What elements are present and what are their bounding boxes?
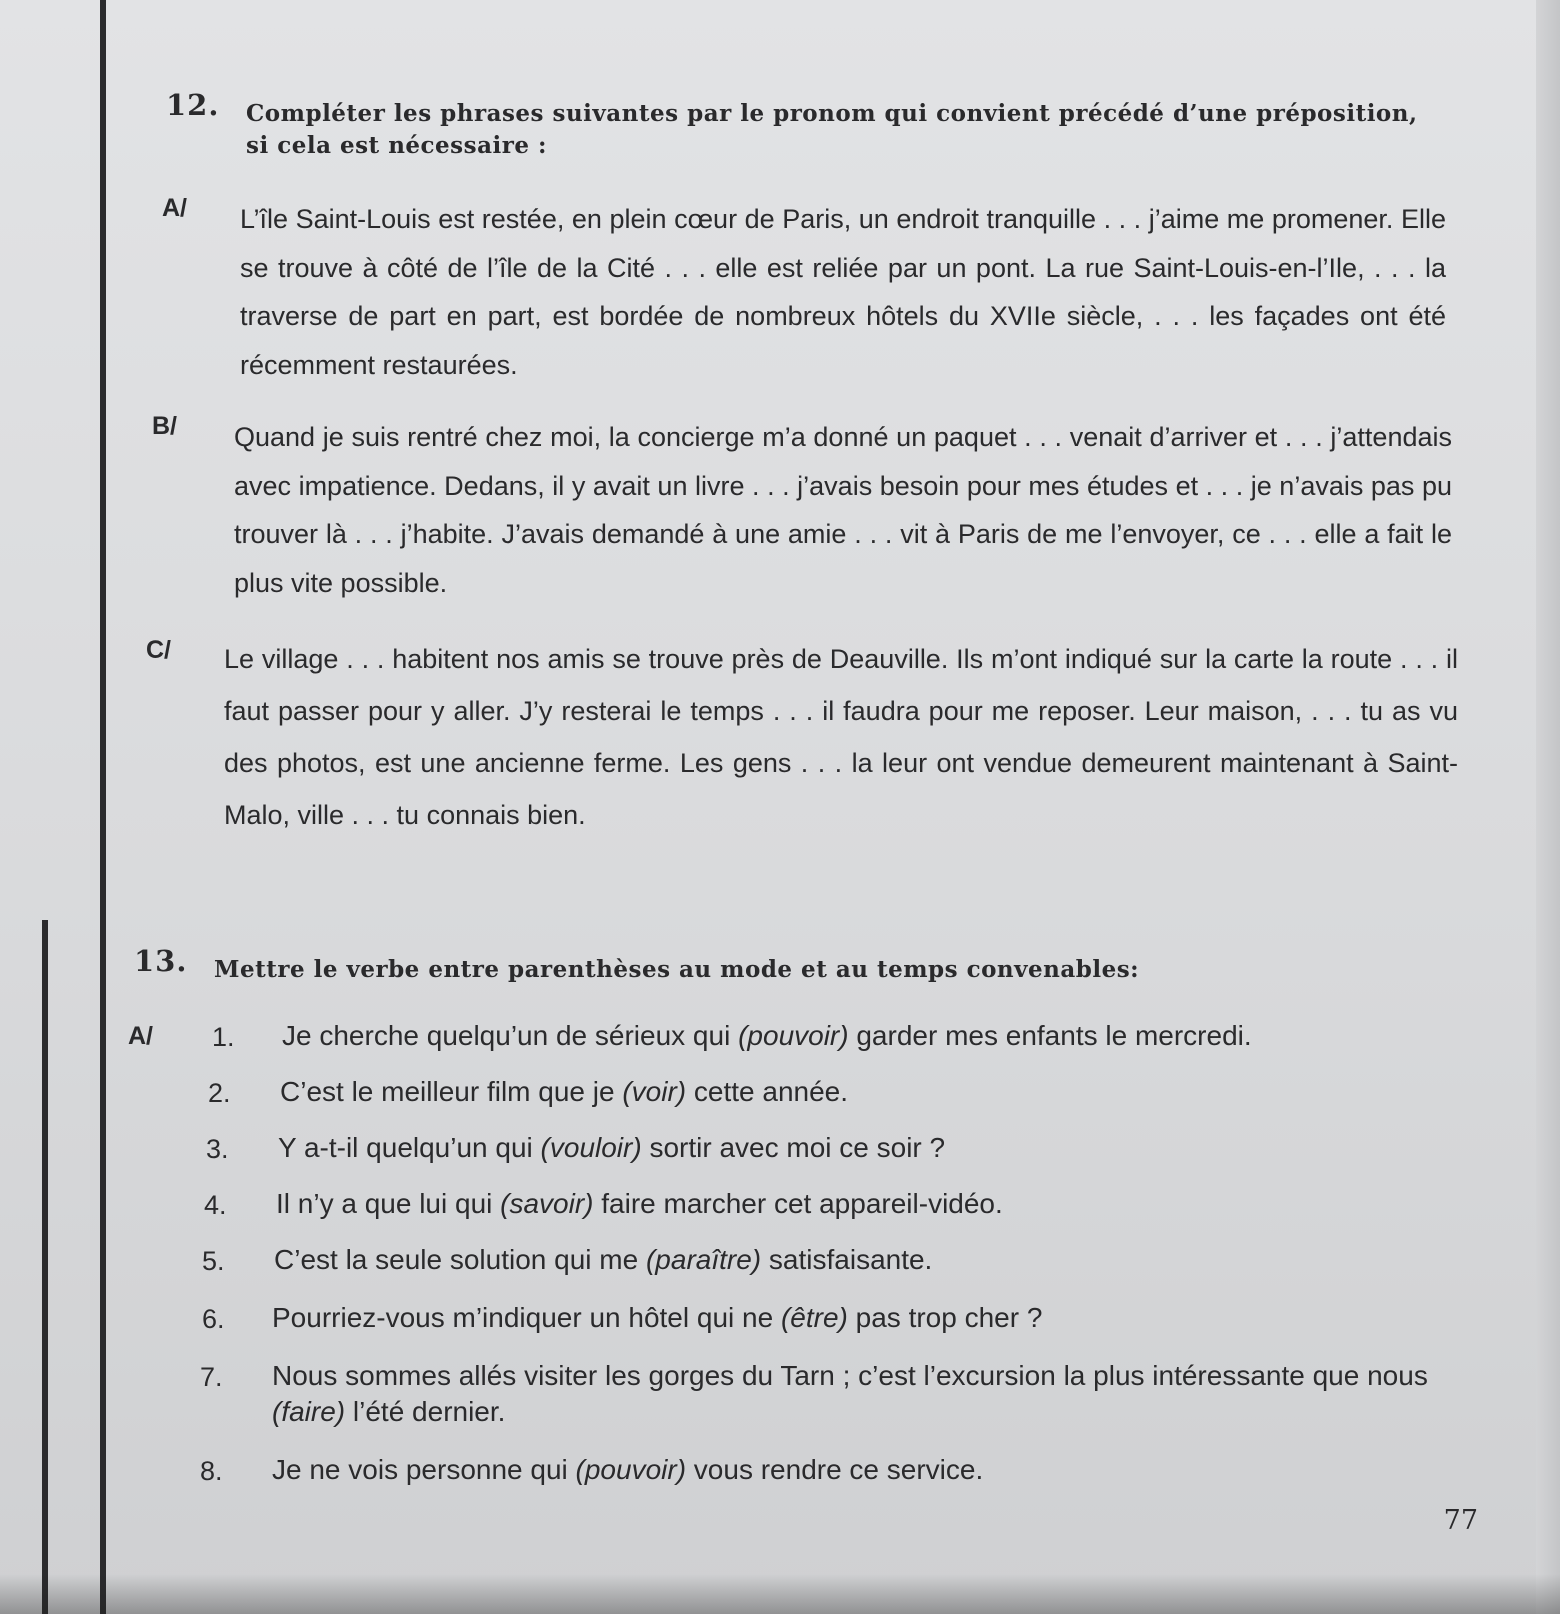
paragraph-c: Le village . . . habitent nos amis se trouve près de Deauville. Ils m’ont indiqué sur la carte la route . . . il faut passer pour y aller. J’y resterai le temps . . . il faudra pour me reposer. Leur maison, . . . tu as vu des photos, est une ancienne ferme. Les gens . . . la leur ont vendue demeurent maintenant à Saint-Malo, ville . . . tu connais bien.	[224, 644, 1458, 830]
exercise-instruction: Mettre le verbe entre parenthèses au mode et au temps convenables:	[214, 956, 1140, 983]
item-verb: (faire)	[272, 1396, 346, 1427]
item-text: C’est la seule solution qui me	[274, 1244, 646, 1275]
exercise-instruction: Compléter les phrases suivantes par le pronom qui convient précédé d’une préposition, si cela est nécessaire :	[246, 100, 1418, 159]
item-text: vous rendre ce service.	[686, 1454, 984, 1485]
list-item	[276, 1186, 1426, 1222]
item-text: Je ne vois personne qui	[272, 1454, 576, 1485]
item-text: l’été dernier.	[345, 1396, 506, 1427]
item-number: 1.	[212, 1022, 235, 1052]
list-item	[272, 1358, 1472, 1430]
paragraph-label: B/	[152, 412, 177, 440]
item-text: Nous sommes allés visiter les gorges du Tarn ; c’est l’excursion la plus intéressante que nous	[272, 1360, 1428, 1391]
item-number: 3.	[206, 1134, 229, 1164]
item-number: 8.	[200, 1456, 223, 1486]
exercise-number: 12.	[166, 88, 220, 122]
item-number: 4.	[204, 1190, 227, 1220]
item-text: Y a-t-il quelqu’un qui	[278, 1132, 541, 1163]
list-item	[278, 1130, 1428, 1166]
item-verb: (savoir)	[500, 1188, 594, 1219]
item-number: 7.	[200, 1362, 223, 1392]
item-text: C’est le meilleur film que je	[280, 1076, 623, 1107]
list-item	[274, 1242, 1424, 1278]
item-number: 5.	[202, 1246, 225, 1276]
page-edge	[1536, 0, 1560, 1614]
paragraph-label: A/	[162, 194, 187, 222]
section-label: A/	[128, 1022, 153, 1050]
exercise-number: 13.	[134, 944, 188, 978]
item-number: 2.	[208, 1078, 231, 1108]
item-text: sortir avec moi ce soir ?	[641, 1132, 946, 1163]
item-text: Pourriez-vous m’indiquer un hôtel qui ne	[272, 1302, 781, 1333]
binding-shadow	[42, 920, 48, 1614]
item-verb: (voir)	[622, 1076, 687, 1107]
item-text: Je cherche quelqu’un de sérieux qui	[282, 1020, 739, 1051]
list-item	[282, 1018, 1432, 1054]
item-number: 6.	[202, 1304, 225, 1334]
item-text: garder mes enfants le mercredi.	[848, 1020, 1252, 1051]
item-verb: (pouvoir)	[738, 1020, 849, 1051]
item-verb: (vouloir)	[540, 1132, 642, 1163]
paragraph-label: C/	[146, 636, 171, 664]
paragraph-a: L’île Saint-Louis est restée, en plein cœur de Paris, un endroit tranquille . . . j’aime me promener. Elle se trouve à côté de l’île de la Cité . . . elle est reliée par un pont. La rue Saint-Louis-en-l’Ile, . . . la traverse de part en part, est bordée de nombreux hôtels du XVIIe siècle, . . . les façades ont été récemment restaurées.	[240, 204, 1446, 380]
paragraph-b: Quand je suis rentré chez moi, la concierge m’a donné un paquet . . . venait d’arriver et . . . j’attendais avec impatience. Dedans, il y avait un livre . . . j’avais besoin pour mes études et . . . je n’avais pas pu trouver là . . . j’habite. J’avais demandé à une amie . . . vit à Paris de me l’envoyer, ce . . . elle a fait le plus vite possible.	[234, 422, 1452, 598]
item-text: pas trop cher ?	[847, 1302, 1043, 1333]
page-shadow	[0, 1574, 1560, 1614]
list-item	[272, 1300, 1422, 1336]
item-verb: (être)	[780, 1302, 848, 1333]
item-verb: (paraître)	[645, 1244, 762, 1275]
list-item	[280, 1074, 1430, 1110]
list-item	[272, 1452, 1422, 1488]
item-text: satisfaisante.	[761, 1244, 933, 1275]
binding-line	[100, 0, 106, 1614]
item-text: Il n’y a que lui qui	[276, 1188, 501, 1219]
item-text: cette année.	[686, 1076, 849, 1107]
item-text: faire marcher cet appareil-vidéo.	[593, 1188, 1003, 1219]
page-number: 77	[1443, 1505, 1478, 1536]
item-verb: (pouvoir)	[575, 1454, 687, 1485]
